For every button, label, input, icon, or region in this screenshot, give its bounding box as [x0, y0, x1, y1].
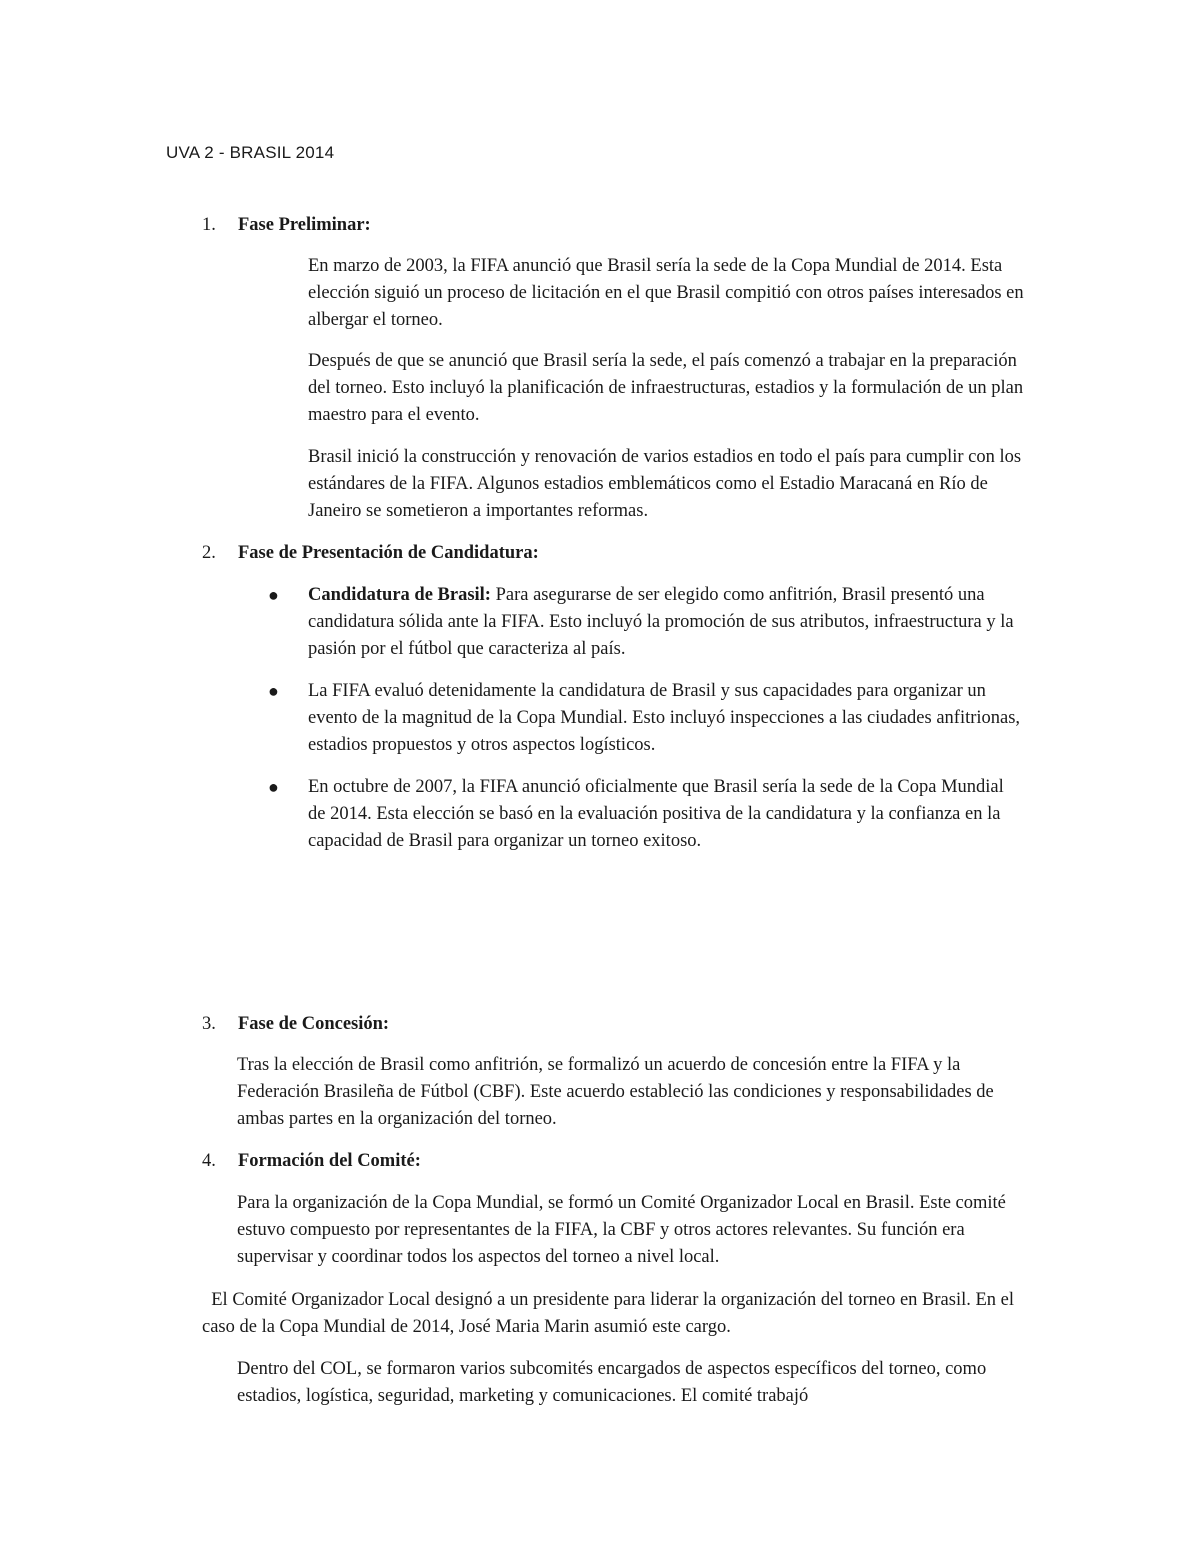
section-number: 1.	[202, 215, 216, 235]
bullet-body: Para asegurarse de ser elegido como anfitrión, Brasil presentó una candidatura sólida ante la FIFA. Esto incluyó la promoción de sus atributos, infraestructura y la pasión por el fútbol que caracteriza al país.	[308, 585, 1014, 659]
bullet-lead: Candidatura de Brasil:	[308, 585, 491, 605]
paragraph: El Comité Organizador Local designó a un presidente para liderar la organización del torneo en Brasil. En el caso de la Copa Mundial de 2014, José Maria Marin asumió este cargo.	[202, 1290, 1019, 1337]
section-number: 4.	[202, 1151, 216, 1171]
paragraph: Después de que se anunció que Brasil sería la sede, el país comenzó a trabajar en la preparación del torneo. Esto incluyó la planificación de infraestructuras, estadios y la formulación de un plan maestro para el evento.	[308, 351, 1024, 425]
bullet-dot-icon: ●	[268, 777, 279, 797]
paragraph: Tras la elección de Brasil como anfitrión, se formalizó un acuerdo de concesión entre la FIFA y la Federación Brasileña de Fútbol (CBF). Este acuerdo estableció las condiciones y responsabilidades de ambas partes en la organización del torneo.	[237, 1055, 994, 1129]
section-heading	[202, 212, 371, 239]
section-title: Fase de Concesión:	[238, 1014, 390, 1034]
bullet-text	[308, 678, 1028, 759]
section-number: 2.	[202, 543, 216, 563]
document-title: UVA 2 - BRASIL 2014	[166, 143, 335, 162]
paragraph: Brasil inició la construcción y renovación de varios estadios en todo el país para cumplir con los estándares de la FIFA. Algunos estadios emblemáticos como el Estadio Maracaná en Río de Janeiro se sometieron a importantes reformas.	[308, 447, 1022, 521]
section-title: Fase Preliminar:	[238, 215, 371, 235]
paragraph: Para la organización de la Copa Mundial, se formó un Comité Organizador Local en Brasil. Este comité estuvo compuesto por representantes de la FIFA, la CBF y otros actores relevantes. Su función era supervisar y coordinar todos los aspectos del torneo a nivel local.	[237, 1193, 1006, 1267]
section-heading	[202, 540, 539, 567]
paragraph: En marzo de 2003, la FIFA anunció que Brasil sería la sede de la Copa Mundial de 2014. Esta elección siguió un proceso de licitación en el que Brasil compitió con otros países interesados en albergar el torneo.	[308, 256, 1024, 330]
section-heading	[202, 1148, 421, 1175]
bullet-dot-icon: ●	[268, 585, 279, 605]
paragraph: Dentro del COL, se formaron varios subcomités encargados de aspectos específicos del torneo, como estadios, logística, seguridad, marketing y comunicaciones. El comité trabajó	[237, 1359, 987, 1406]
bullet-text	[308, 774, 1008, 855]
bullet-text	[308, 582, 1028, 663]
bullet-body: En octubre de 2007, la FIFA anunció oficialmente que Brasil sería la sede de la Copa Mundial de 2014. Esta elección se basó en la evaluación positiva de la candidatura y la confianza en la capacidad de Brasil para organizar un torneo exitoso.	[308, 777, 1004, 851]
section-title: Fase de Presentación de Candidatura:	[238, 543, 539, 563]
bullet-dot-icon: ●	[268, 681, 279, 701]
section-heading	[202, 1011, 389, 1038]
section-number: 3.	[202, 1014, 216, 1034]
section-title: Formación del Comité:	[238, 1151, 421, 1171]
bullet-body: La FIFA evaluó detenidamente la candidatura de Brasil y sus capacidades para organizar un evento de la magnitud de la Copa Mundial. Esto incluyó inspecciones a las ciudades anfitrionas, estadios propuestos y otros aspectos logísticos.	[308, 681, 1021, 755]
